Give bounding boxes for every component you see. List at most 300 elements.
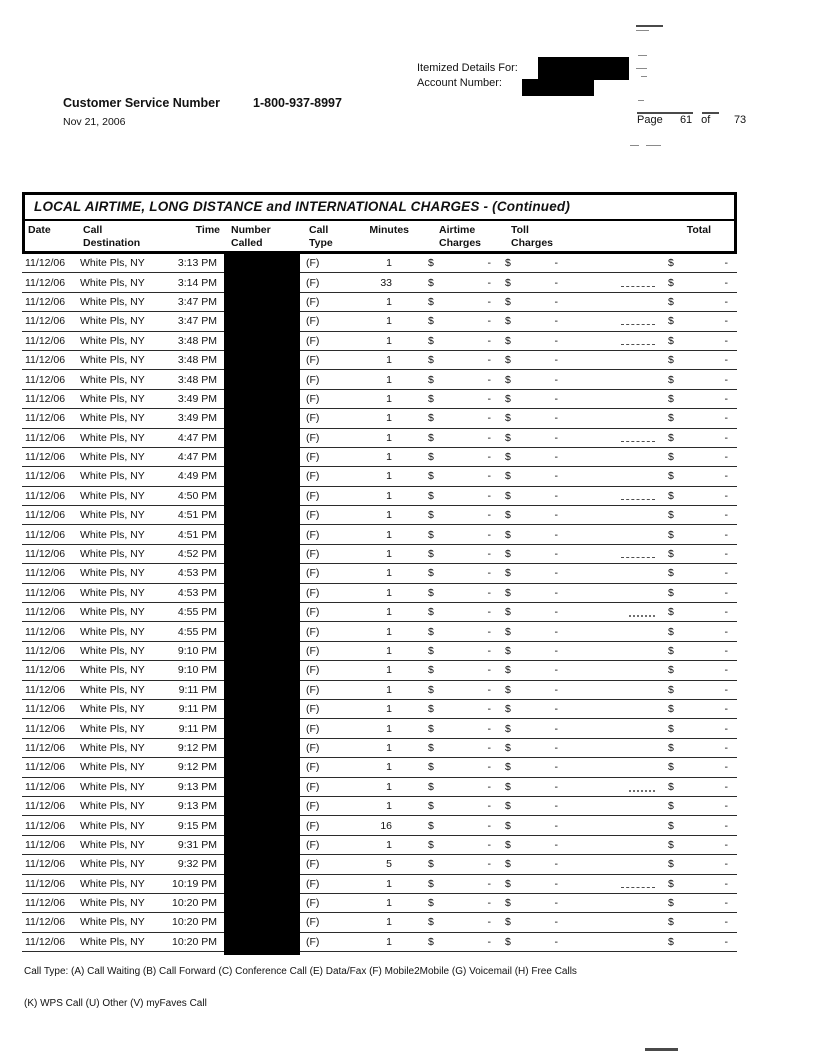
row-total <box>663 567 737 579</box>
row-total-amount: - <box>724 470 728 483</box>
row-destination: White Pls, NY <box>80 567 145 580</box>
row-call-type: (F) <box>306 683 320 696</box>
row-date: 11/12/06 <box>25 916 66 929</box>
row-call-type: (F) <box>306 489 320 502</box>
row-date: 11/12/06 <box>25 664 66 677</box>
row-toll-charges-amount: - <box>554 334 558 347</box>
row-total-currency: $ <box>668 392 674 405</box>
row-toll-charges-currency: $ <box>505 722 511 735</box>
row-airtime-charges <box>408 761 498 773</box>
row-destination: White Pls, NY <box>80 548 145 561</box>
table-row <box>22 409 737 428</box>
row-toll-charges-currency: $ <box>505 334 511 347</box>
row-call-type: (F) <box>306 877 320 890</box>
row-toll-charges-amount: - <box>554 897 558 910</box>
row-date: 11/12/06 <box>25 548 66 561</box>
table-row <box>22 622 737 641</box>
scan-artifact <box>621 441 655 442</box>
row-call-type: (F) <box>306 431 320 444</box>
column-header-minutes: Minutes <box>369 224 409 236</box>
row-call-type: (F) <box>306 567 320 580</box>
row-toll-charges <box>498 781 573 793</box>
row-total-currency: $ <box>668 838 674 851</box>
row-total-amount: - <box>724 935 728 948</box>
row-time: 4:51 PM <box>177 528 217 541</box>
scan-artifact <box>637 112 693 114</box>
table-row <box>22 584 737 603</box>
row-airtime-charges <box>408 800 498 812</box>
row-airtime-charges-amount: - <box>487 354 491 367</box>
row-call-type: (F) <box>306 315 320 328</box>
row-airtime-charges-amount: - <box>487 334 491 347</box>
row-total-currency: $ <box>668 664 674 677</box>
row-minutes: 1 <box>386 800 392 813</box>
table-row <box>22 700 737 719</box>
row-total-currency: $ <box>668 858 674 871</box>
row-toll-charges-currency: $ <box>505 645 511 657</box>
row-total <box>663 878 737 890</box>
row-total <box>663 664 737 676</box>
row-toll-charges-currency: $ <box>505 451 511 464</box>
table-row <box>22 603 737 622</box>
redaction-account-number <box>522 79 594 96</box>
row-call-type: (F) <box>306 354 320 367</box>
row-toll-charges <box>498 742 573 754</box>
row-airtime-charges <box>408 936 498 948</box>
row-total-amount: - <box>724 683 728 696</box>
row-minutes: 1 <box>386 451 392 464</box>
table-row <box>22 506 737 525</box>
row-time: 9:11 PM <box>178 683 217 696</box>
row-minutes: 1 <box>386 548 392 561</box>
row-airtime-charges-currency: $ <box>428 761 434 774</box>
row-time: 4:51 PM <box>177 509 217 522</box>
row-airtime-charges <box>408 645 498 657</box>
table-title: LOCAL AIRTIME, LONG DISTANCE and INTERNATIONAL CHARGES - (Continued) <box>22 192 737 221</box>
row-date: 11/12/06 <box>25 606 66 619</box>
row-date: 11/12/06 <box>25 703 66 716</box>
row-toll-charges-amount: - <box>554 838 558 851</box>
row-airtime-charges-currency: $ <box>428 683 434 696</box>
row-total-amount: - <box>724 877 728 890</box>
row-airtime-charges <box>408 548 498 560</box>
table-row <box>22 816 737 835</box>
row-total <box>663 645 737 657</box>
row-total <box>663 470 737 482</box>
row-date: 11/12/06 <box>25 741 66 754</box>
row-airtime-charges-currency: $ <box>428 741 434 754</box>
row-time: 4:52 PM <box>177 548 217 561</box>
row-toll-charges-currency: $ <box>505 373 511 386</box>
row-airtime-charges-amount: - <box>487 916 491 929</box>
table-row <box>22 312 737 331</box>
row-destination: White Pls, NY <box>80 451 145 464</box>
row-airtime-charges <box>408 374 498 386</box>
scan-artifact <box>630 145 639 146</box>
row-total-amount: - <box>724 451 728 464</box>
itemized-details-label: Itemized Details For: <box>417 62 518 74</box>
row-toll-charges <box>498 703 573 715</box>
row-airtime-charges <box>408 529 498 541</box>
row-airtime-charges-currency: $ <box>428 703 434 716</box>
row-total-currency: $ <box>668 412 674 425</box>
row-toll-charges-amount: - <box>554 877 558 890</box>
row-call-type: (F) <box>306 295 320 308</box>
row-airtime-charges-currency: $ <box>428 373 434 386</box>
account-number-label: Account Number: <box>417 77 502 89</box>
column-header-total: Total <box>686 224 711 236</box>
row-toll-charges-currency: $ <box>505 257 511 270</box>
row-airtime-charges-currency: $ <box>428 451 434 464</box>
page-number: 61 <box>679 114 693 126</box>
row-time: 9:10 PM <box>177 645 217 657</box>
row-total <box>663 897 737 909</box>
row-toll-charges-amount: - <box>554 470 558 483</box>
row-airtime-charges-currency: $ <box>428 470 434 483</box>
row-airtime-charges-currency: $ <box>428 664 434 677</box>
row-toll-charges <box>498 761 573 773</box>
row-total <box>663 626 737 638</box>
row-total-amount: - <box>724 819 728 832</box>
row-airtime-charges-currency: $ <box>428 548 434 561</box>
row-minutes: 1 <box>386 295 392 308</box>
row-total-currency: $ <box>668 451 674 464</box>
table-row <box>22 487 737 506</box>
row-minutes: 1 <box>386 780 392 793</box>
row-destination: White Pls, NY <box>80 780 145 793</box>
row-minutes: 1 <box>386 722 392 735</box>
row-toll-charges <box>498 257 573 269</box>
row-total-amount: - <box>724 586 728 599</box>
row-airtime-charges-currency: $ <box>428 354 434 367</box>
row-toll-charges-amount: - <box>554 548 558 561</box>
page-of-word: of <box>701 114 711 126</box>
row-time: 9:12 PM <box>177 741 217 754</box>
row-total-currency: $ <box>668 257 674 270</box>
row-total-currency: $ <box>668 761 674 774</box>
row-airtime-charges-currency: $ <box>428 412 434 425</box>
row-toll-charges-currency: $ <box>505 780 511 793</box>
row-call-type: (F) <box>306 838 320 851</box>
table-row <box>22 370 737 389</box>
row-minutes: 1 <box>386 741 392 754</box>
row-destination: White Pls, NY <box>80 392 145 405</box>
table-row <box>22 351 737 370</box>
row-minutes: 1 <box>386 354 392 367</box>
row-date: 11/12/06 <box>25 858 66 871</box>
row-airtime-charges-currency: $ <box>428 276 434 289</box>
row-total-amount: - <box>724 800 728 813</box>
row-toll-charges-amount: - <box>554 586 558 599</box>
row-total-currency: $ <box>668 509 674 522</box>
row-airtime-charges-amount: - <box>487 741 491 754</box>
row-destination: White Pls, NY <box>80 509 145 522</box>
row-airtime-charges-amount: - <box>487 489 491 502</box>
row-date: 11/12/06 <box>25 392 66 405</box>
row-minutes: 1 <box>386 703 392 716</box>
row-airtime-charges <box>408 839 498 851</box>
row-minutes: 1 <box>386 373 392 386</box>
row-call-type: (F) <box>306 334 320 347</box>
row-date: 11/12/06 <box>25 451 66 464</box>
row-airtime-charges-amount: - <box>487 276 491 289</box>
row-toll-charges <box>498 548 573 560</box>
row-time: 9:31 PM <box>177 838 217 851</box>
row-date: 11/12/06 <box>25 412 66 425</box>
row-destination: White Pls, NY <box>80 819 145 832</box>
row-toll-charges-amount: - <box>554 509 558 522</box>
row-toll-charges-amount: - <box>554 567 558 580</box>
row-destination: White Pls, NY <box>80 431 145 444</box>
row-toll-charges <box>498 587 573 599</box>
row-total <box>663 509 737 521</box>
row-date: 11/12/06 <box>25 257 66 270</box>
row-airtime-charges-amount: - <box>487 412 491 425</box>
row-toll-charges-currency: $ <box>505 315 511 328</box>
redaction-itemized-details <box>538 57 629 80</box>
row-toll-charges-amount: - <box>554 664 558 677</box>
scan-artifact <box>621 344 655 345</box>
row-toll-charges-amount: - <box>554 606 558 619</box>
row-airtime-charges-amount: - <box>487 703 491 716</box>
row-destination: White Pls, NY <box>80 489 145 502</box>
page-count: 73 <box>733 114 747 126</box>
row-toll-charges <box>498 277 573 289</box>
row-toll-charges-amount: - <box>554 276 558 289</box>
row-airtime-charges-amount: - <box>487 819 491 832</box>
row-minutes: 1 <box>386 683 392 696</box>
row-airtime-charges-currency: $ <box>428 295 434 308</box>
row-minutes: 1 <box>386 916 392 929</box>
row-toll-charges-currency: $ <box>505 606 511 619</box>
column-header-call-destination: Call Destination <box>83 224 141 249</box>
row-destination: White Pls, NY <box>80 334 145 347</box>
row-toll-charges-amount: - <box>554 451 558 464</box>
scan-artifact <box>629 790 655 792</box>
row-toll-charges <box>498 296 573 308</box>
row-call-type: (F) <box>306 373 320 386</box>
row-airtime-charges-amount: - <box>487 722 491 735</box>
row-airtime-charges-currency: $ <box>428 392 434 405</box>
row-call-type: (F) <box>306 664 320 677</box>
table-row <box>22 429 737 448</box>
row-toll-charges <box>498 800 573 812</box>
row-total <box>663 723 737 735</box>
row-airtime-charges <box>408 606 498 618</box>
row-minutes: 1 <box>386 606 392 619</box>
row-total <box>663 761 737 773</box>
row-destination: White Pls, NY <box>80 276 145 289</box>
scan-artifact <box>641 76 647 77</box>
row-total-amount: - <box>724 315 728 328</box>
row-date: 11/12/06 <box>25 761 66 774</box>
customer-service-number: 1-800-937-8997 <box>253 96 342 110</box>
row-total-amount: - <box>724 257 728 270</box>
call-type-legend-line1: Call Type: (A) Call Waiting (B) Call Forward (C) Conference Call (E) Data/Fax (F) Mobile2Mobile (G) Voicemail (H) Free Calls <box>24 966 577 977</box>
row-toll-charges <box>498 626 573 638</box>
row-call-type: (F) <box>306 392 320 405</box>
row-total-amount: - <box>724 645 728 657</box>
row-minutes: 1 <box>386 412 392 425</box>
row-toll-charges <box>498 645 573 657</box>
row-total-amount: - <box>724 528 728 541</box>
call-type-legend-line2: (K) WPS Call (U) Other (V) myFaves Call <box>24 998 207 1009</box>
row-total-currency: $ <box>668 586 674 599</box>
row-airtime-charges-amount: - <box>487 877 491 890</box>
row-time: 10:20 PM <box>172 935 217 948</box>
row-airtime-charges <box>408 916 498 928</box>
row-toll-charges <box>498 839 573 851</box>
table-body <box>22 254 737 952</box>
row-total <box>663 606 737 618</box>
row-airtime-charges-amount: - <box>487 625 491 638</box>
row-call-type: (F) <box>306 586 320 599</box>
row-toll-charges <box>498 490 573 502</box>
row-toll-charges-currency: $ <box>505 354 511 367</box>
row-toll-charges-amount: - <box>554 935 558 948</box>
table-row <box>22 254 737 273</box>
row-time: 4:55 PM <box>177 606 217 619</box>
row-total-currency: $ <box>668 683 674 696</box>
row-airtime-charges-amount: - <box>487 683 491 696</box>
scan-artifact <box>621 499 655 500</box>
row-minutes: 1 <box>386 645 392 657</box>
row-minutes: 1 <box>386 392 392 405</box>
row-airtime-charges <box>408 664 498 676</box>
row-toll-charges-currency: $ <box>505 916 511 929</box>
row-destination: White Pls, NY <box>80 741 145 754</box>
row-airtime-charges <box>408 354 498 366</box>
row-airtime-charges-amount: - <box>487 800 491 813</box>
row-minutes: 1 <box>386 935 392 948</box>
row-toll-charges-amount: - <box>554 819 558 832</box>
row-total <box>663 432 737 444</box>
row-toll-charges-amount: - <box>554 412 558 425</box>
row-total <box>663 335 737 347</box>
row-date: 11/12/06 <box>25 897 66 910</box>
row-toll-charges-amount: - <box>554 858 558 871</box>
row-airtime-charges <box>408 723 498 735</box>
row-time: 10:20 PM <box>172 916 217 929</box>
page-indicator <box>637 114 747 126</box>
table-row <box>22 739 737 758</box>
row-date: 11/12/06 <box>25 586 66 599</box>
row-call-type: (F) <box>306 257 320 270</box>
row-destination: White Pls, NY <box>80 683 145 696</box>
row-call-type: (F) <box>306 548 320 561</box>
row-total <box>663 781 737 793</box>
scan-artifact <box>646 145 661 146</box>
row-total-currency: $ <box>668 373 674 386</box>
row-date: 11/12/06 <box>25 819 66 832</box>
row-toll-charges-amount: - <box>554 354 558 367</box>
row-airtime-charges-amount: - <box>487 315 491 328</box>
row-total-amount: - <box>724 761 728 774</box>
row-date: 11/12/06 <box>25 567 66 580</box>
row-airtime-charges-amount: - <box>487 897 491 910</box>
row-toll-charges <box>498 470 573 482</box>
row-minutes: 1 <box>386 315 392 328</box>
row-total <box>663 839 737 851</box>
row-total-amount: - <box>724 276 728 289</box>
row-airtime-charges <box>408 781 498 793</box>
row-toll-charges-currency: $ <box>505 567 511 580</box>
row-airtime-charges-amount: - <box>487 295 491 308</box>
row-total-currency: $ <box>668 354 674 367</box>
row-toll-charges-currency: $ <box>505 470 511 483</box>
row-call-type: (F) <box>306 780 320 793</box>
row-total <box>663 296 737 308</box>
row-toll-charges-currency: $ <box>505 276 511 289</box>
row-toll-charges-amount: - <box>554 315 558 328</box>
row-minutes: 1 <box>386 897 392 910</box>
table-column-headers <box>22 221 737 254</box>
row-destination: White Pls, NY <box>80 877 145 890</box>
row-total-currency: $ <box>668 295 674 308</box>
row-airtime-charges-currency: $ <box>428 606 434 619</box>
row-total <box>663 587 737 599</box>
column-header-time: Time <box>195 224 220 236</box>
row-call-type: (F) <box>306 470 320 483</box>
row-toll-charges <box>498 509 573 521</box>
row-call-type: (F) <box>306 741 320 754</box>
row-total <box>663 315 737 327</box>
row-total-amount: - <box>724 431 728 444</box>
row-date: 11/12/06 <box>25 528 66 541</box>
row-airtime-charges <box>408 897 498 909</box>
row-date: 11/12/06 <box>25 838 66 851</box>
row-toll-charges-amount: - <box>554 800 558 813</box>
row-total-amount: - <box>724 897 728 910</box>
table-row <box>22 719 737 738</box>
row-call-type: (F) <box>306 528 320 541</box>
row-time: 3:13 PM <box>177 257 217 270</box>
row-airtime-charges <box>408 490 498 502</box>
row-airtime-charges-currency: $ <box>428 877 434 890</box>
row-toll-charges-amount: - <box>554 373 558 386</box>
row-total-amount: - <box>724 567 728 580</box>
row-total <box>663 936 737 948</box>
row-minutes: 1 <box>386 257 392 270</box>
row-time: 9:13 PM <box>177 780 217 793</box>
row-total-amount: - <box>724 625 728 638</box>
row-call-type: (F) <box>306 935 320 948</box>
row-airtime-charges-currency: $ <box>428 800 434 813</box>
row-call-type: (F) <box>306 761 320 774</box>
row-total-amount: - <box>724 373 728 386</box>
row-toll-charges-currency: $ <box>505 703 511 716</box>
row-toll-charges-amount: - <box>554 722 558 735</box>
row-date: 11/12/06 <box>25 489 66 502</box>
row-total-currency: $ <box>668 703 674 716</box>
row-time: 3:47 PM <box>177 315 217 328</box>
row-airtime-charges-currency: $ <box>428 916 434 929</box>
row-airtime-charges <box>408 703 498 715</box>
page-word: Page <box>637 114 663 126</box>
row-toll-charges <box>498 723 573 735</box>
row-airtime-charges <box>408 277 498 289</box>
column-header-toll-charges: Toll Charges <box>511 224 554 249</box>
row-time: 3:48 PM <box>177 334 217 347</box>
row-time: 4:47 PM <box>177 431 217 444</box>
row-minutes: 1 <box>386 586 392 599</box>
row-destination: White Pls, NY <box>80 897 145 910</box>
row-total <box>663 820 737 832</box>
row-call-type: (F) <box>306 625 320 638</box>
row-airtime-charges <box>408 509 498 521</box>
row-date: 11/12/06 <box>25 683 66 696</box>
table-row <box>22 797 737 816</box>
